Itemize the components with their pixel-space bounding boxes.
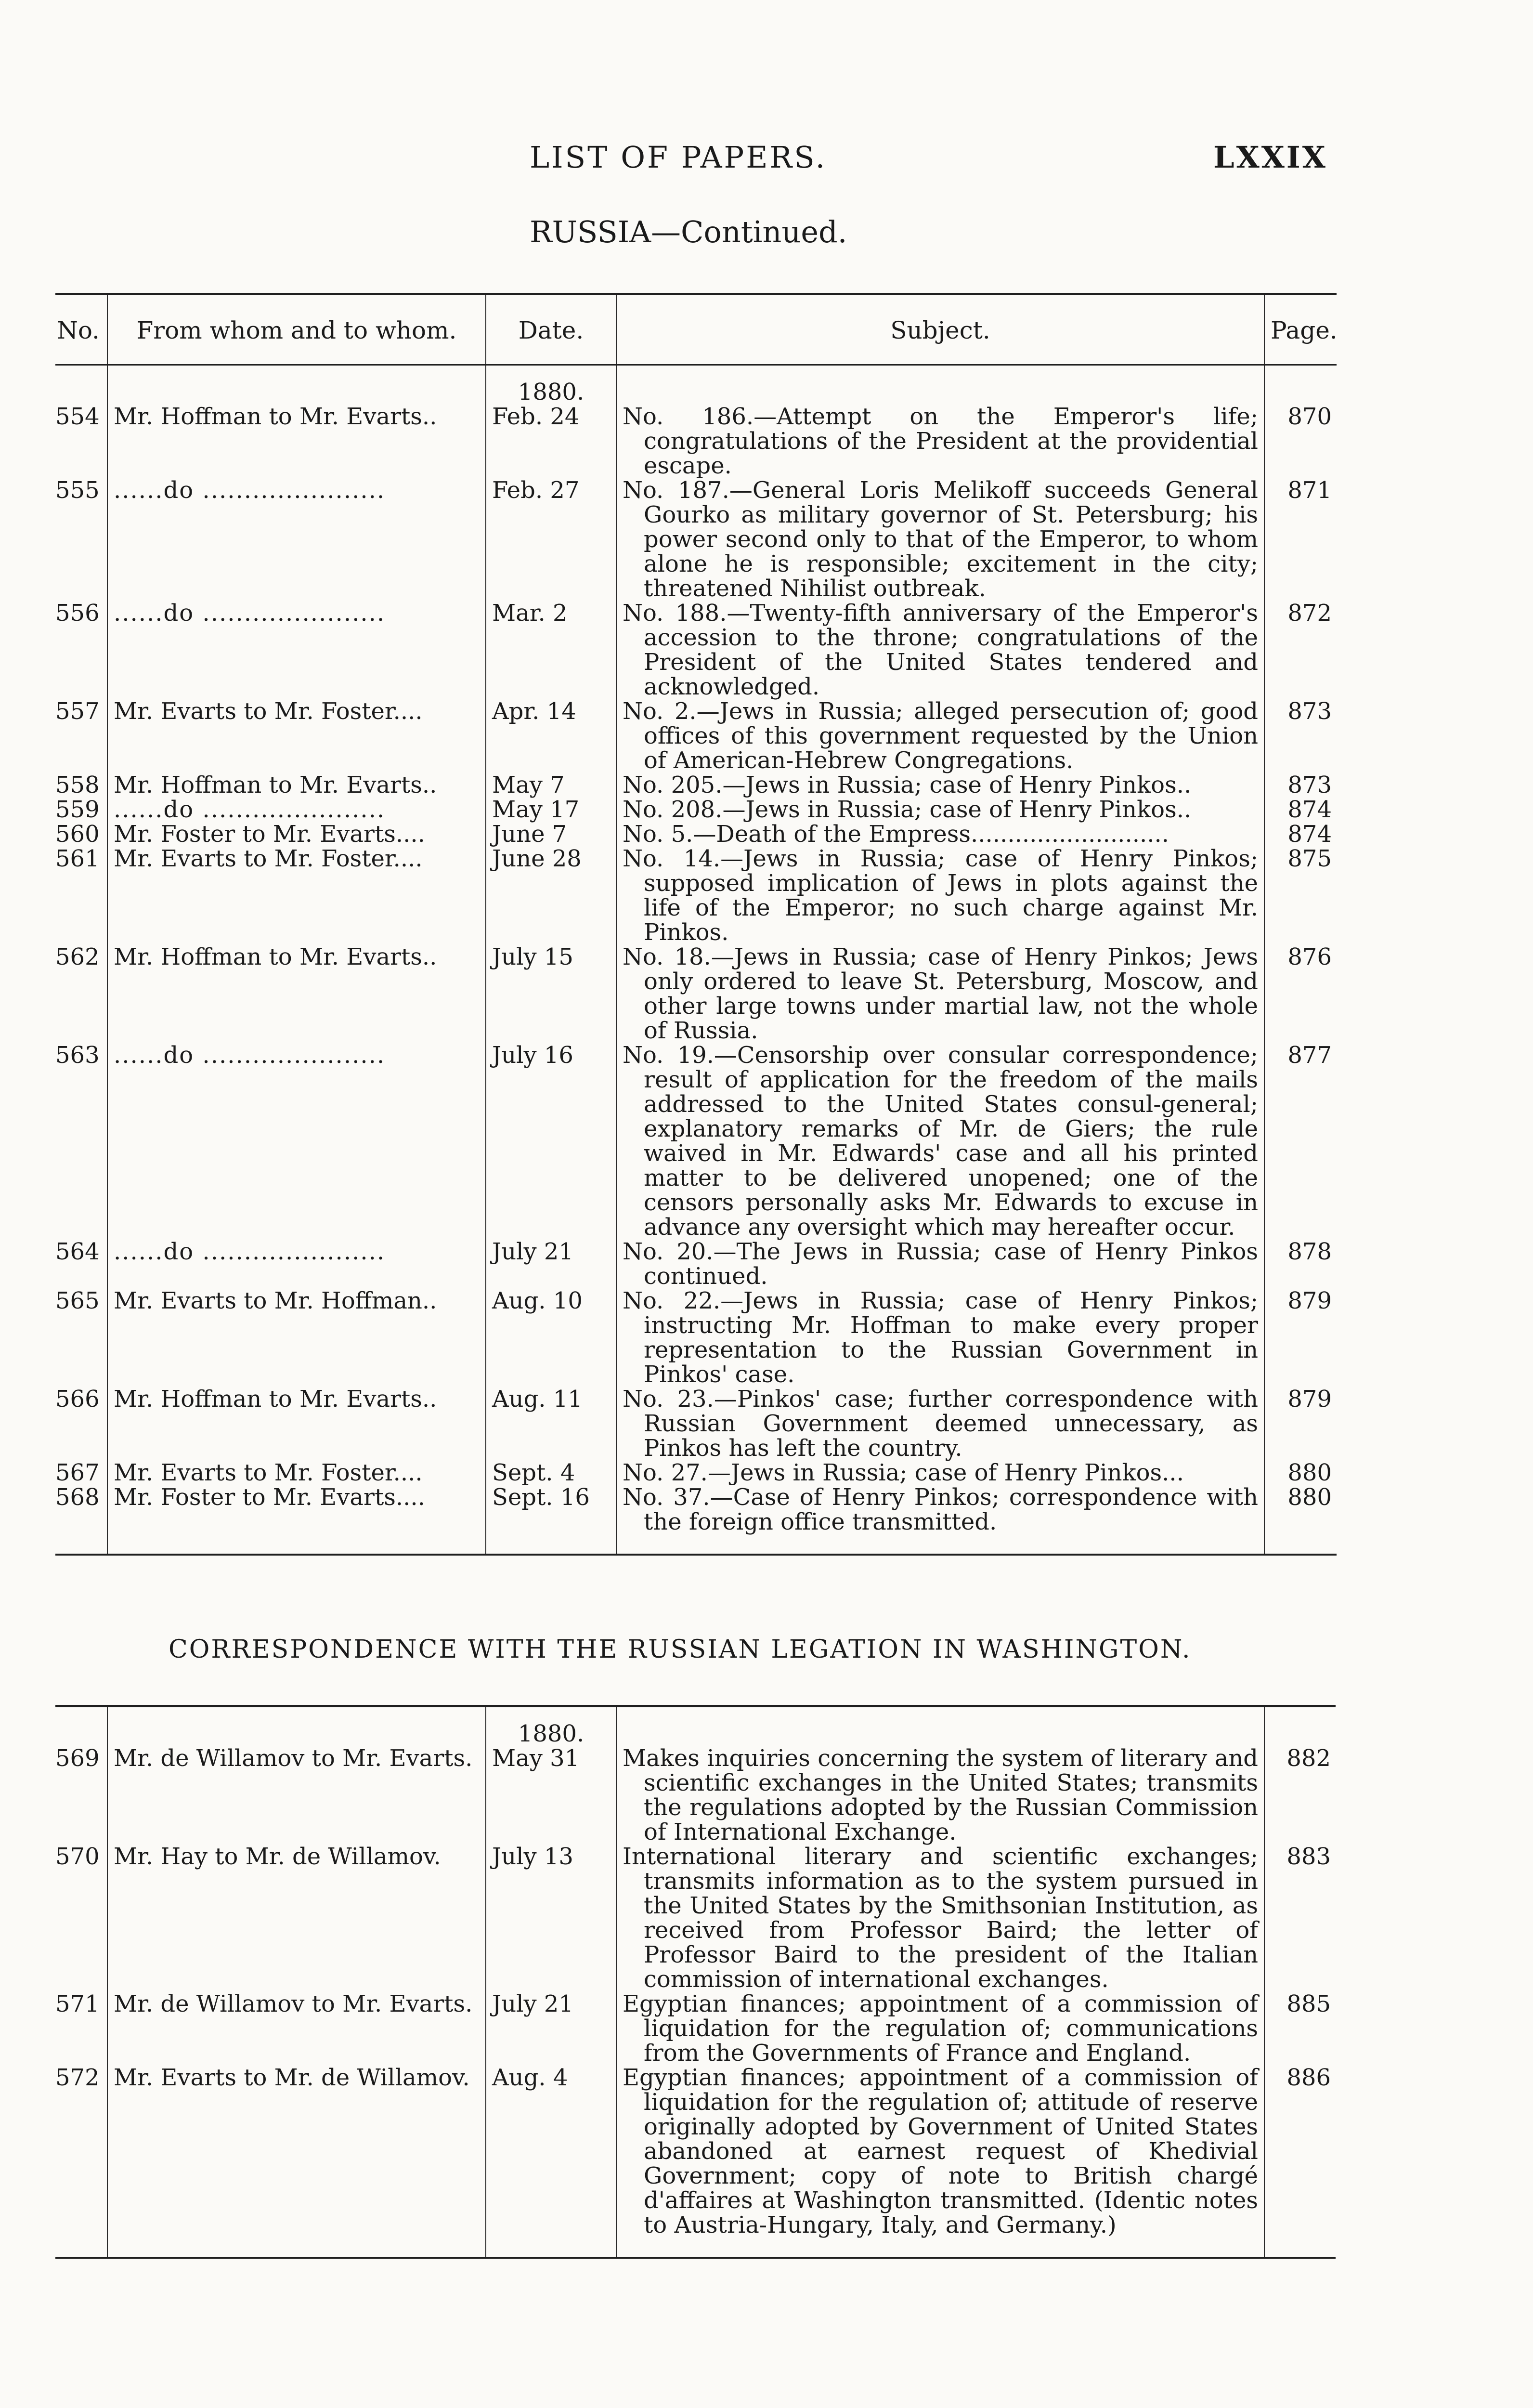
entry-page: 871 bbox=[1287, 477, 1332, 504]
entry-subject: No. 188.—Twenty-fifth anniversary of the Emperor's accession to the throne; congratulations of the President of the United States tendered and acknowledged. bbox=[616, 601, 1264, 699]
entry-page: 876 bbox=[1287, 943, 1332, 970]
table-row bbox=[55, 822, 1337, 847]
table-bottom-spacer bbox=[55, 1534, 1337, 1555]
entry-subject: Makes inquiries concerning the system of literary and scientific exchanges in the United States; transmits the regulations adopted by the Russian Commission of International Exchange. bbox=[616, 1746, 1264, 1845]
entry-page: 880 bbox=[1287, 1459, 1332, 1486]
table-row bbox=[55, 847, 1337, 945]
entry-date: Feb. 27 bbox=[486, 478, 616, 601]
entry-page: 880 bbox=[1287, 1484, 1332, 1511]
page-title: LIST OF PAPERS. bbox=[530, 140, 827, 175]
entry-number: 555 bbox=[55, 478, 107, 601]
entry-date: May 17 bbox=[486, 798, 616, 822]
entry-subject: No. 27.—Jews in Russia; case of Henry Pinkos... bbox=[616, 1461, 1264, 1485]
entry-subject: International literary and scientific exchanges; transmits information as to the system pursued in the United States by the Smithsonian Institution, as received from Professor Baird; the letter of Professor Baird to the president of the Italian commission of international exchanges. bbox=[616, 1845, 1264, 1992]
entry-number: 558 bbox=[55, 773, 107, 798]
correspondents: ......do ...................... bbox=[107, 478, 486, 601]
table-row bbox=[55, 773, 1337, 798]
entry-date: July 21 bbox=[486, 1992, 616, 2066]
table-row bbox=[55, 1240, 1337, 1289]
entry-number: 557 bbox=[55, 699, 107, 773]
entry-date: Feb. 24 bbox=[486, 405, 616, 478]
entry-page: 882 bbox=[1286, 1745, 1331, 1772]
entry-date: May 7 bbox=[486, 773, 616, 798]
entry-page: 886 bbox=[1286, 2064, 1331, 2091]
entry-number: 567 bbox=[55, 1461, 107, 1485]
correspondents: Mr. de Willamov to Mr. Evarts. bbox=[107, 1746, 486, 1845]
entry-page: 879 bbox=[1287, 1386, 1332, 1413]
correspondents: ......do ...................... bbox=[107, 1240, 486, 1289]
table-row bbox=[55, 699, 1337, 773]
entry-number: 569 bbox=[55, 1746, 107, 1845]
entry-subject: No. 5.—Death of the Empress........................... bbox=[616, 822, 1264, 847]
entry-number: 571 bbox=[55, 1992, 107, 2066]
entry-date: Apr. 14 bbox=[486, 699, 616, 773]
entry-date: Sept. 4 bbox=[486, 1461, 616, 1485]
table-row bbox=[55, 1845, 1336, 1992]
entry-number: 560 bbox=[55, 822, 107, 847]
table-row bbox=[55, 945, 1337, 1043]
entry-subject: No. 23.—Pinkos' case; further correspondence with Russian Government deemed unnecessary, as Pinkos has left the country. bbox=[616, 1387, 1264, 1461]
entry-number: 562 bbox=[55, 945, 107, 1043]
table-row bbox=[55, 798, 1337, 822]
papers-table-russia bbox=[55, 293, 1338, 1556]
entry-page: 873 bbox=[1287, 772, 1332, 798]
correspondents: ......do ...................... bbox=[107, 601, 486, 699]
year-row bbox=[55, 1706, 1336, 1747]
entry-date: Sept. 16 bbox=[486, 1485, 616, 1534]
entry-page: 883 bbox=[1286, 1843, 1331, 1870]
col-header-page: Page. bbox=[1264, 294, 1337, 365]
entry-date: July 15 bbox=[486, 945, 616, 1043]
entry-subject: No. 22.—Jews in Russia; case of Henry Pinkos; instructing Mr. Hoffman to make every proper representation to the Russian Government in Pinkos' case. bbox=[616, 1289, 1264, 1387]
correspondents: Mr. Evarts to Mr. Foster.... bbox=[107, 1461, 486, 1485]
correspondents: ......do ...................... bbox=[107, 1043, 486, 1240]
correspondents: Mr. Hoffman to Mr. Evarts.. bbox=[107, 945, 486, 1043]
entry-subject: No. 18.—Jews in Russia; case of Henry Pinkos; Jews only ordered to leave St. Petersburg, Moscow, and other large towns under martial law, not the whole of Russia. bbox=[616, 945, 1264, 1043]
table-row bbox=[55, 601, 1337, 699]
year-label: 1880. bbox=[486, 1706, 616, 1747]
table-row bbox=[55, 2066, 1336, 2238]
entry-number: 570 bbox=[55, 1845, 107, 1992]
table-row bbox=[55, 405, 1337, 478]
entry-date: July 16 bbox=[486, 1043, 616, 1240]
correspondents: ......do ...................... bbox=[107, 798, 486, 822]
entry-number: 565 bbox=[55, 1289, 107, 1387]
correspondents: Mr. Hoffman to Mr. Evarts.. bbox=[107, 1387, 486, 1461]
correspondents: Mr. Hoffman to Mr. Evarts.. bbox=[107, 773, 486, 798]
table-row bbox=[55, 1289, 1337, 1387]
entry-number: 563 bbox=[55, 1043, 107, 1240]
entry-number: 561 bbox=[55, 847, 107, 945]
entry-date: Aug. 10 bbox=[486, 1289, 616, 1387]
table-row bbox=[55, 478, 1337, 601]
entry-page: 885 bbox=[1286, 1990, 1331, 2017]
entry-number: 554 bbox=[55, 405, 107, 478]
col-header-date: Date. bbox=[486, 294, 616, 365]
entry-subject: No. 205.—Jews in Russia; case of Henry Pinkos.. bbox=[616, 773, 1264, 798]
col-header-from: From whom and to whom. bbox=[107, 294, 486, 365]
entry-number: 568 bbox=[55, 1485, 107, 1534]
correspondents: Mr. Foster to Mr. Evarts.... bbox=[107, 1485, 486, 1534]
col-header-subject: Subject. bbox=[616, 294, 1264, 365]
legation-section-title: CORRESPONDENCE WITH THE RUSSIAN LEGATION IN WASHINGTON. bbox=[169, 1635, 1192, 1664]
entry-date: July 13 bbox=[486, 1845, 616, 1992]
table-row bbox=[55, 1485, 1337, 1534]
entry-number: 572 bbox=[55, 2066, 107, 2238]
entry-number: 566 bbox=[55, 1387, 107, 1461]
entry-date: May 31 bbox=[486, 1746, 616, 1845]
table-row bbox=[55, 1461, 1337, 1485]
entry-page: 872 bbox=[1287, 600, 1332, 627]
entry-date: June 7 bbox=[486, 822, 616, 847]
entry-date: Aug. 4 bbox=[486, 2066, 616, 2238]
correspondents: Mr. Evarts to Mr. Foster.... bbox=[107, 699, 486, 773]
col-header-no: No. bbox=[55, 294, 107, 365]
entry-subject: No. 187.—General Loris Melikoff succeeds General Gourko as military governor of St. Petersburg; his power second only to that of the Emperor, to whom alone he is responsible; excitement in the city; threatened Nihilist outbreak. bbox=[616, 478, 1264, 601]
entry-page: 874 bbox=[1287, 821, 1332, 848]
entry-page: 878 bbox=[1287, 1238, 1332, 1265]
table-row bbox=[55, 1387, 1337, 1461]
entry-subject: No. 20.—The Jews in Russia; case of Henry Pinkos continued. bbox=[616, 1240, 1264, 1289]
entry-page: 874 bbox=[1287, 796, 1332, 823]
page-number-roman: LXXIX bbox=[1213, 140, 1327, 175]
entry-subject: No. 14.—Jews in Russia; case of Henry Pinkos; supposed implication of Jews in plots against the life of the Emperor; no such charge against Mr. Pinkos. bbox=[616, 847, 1264, 945]
entry-page: 875 bbox=[1287, 845, 1332, 872]
correspondents: Mr. Hoffman to Mr. Evarts.. bbox=[107, 405, 486, 478]
entry-subject: No. 19.—Censorship over consular correspondence; result of application for the freedom of the mails addressed to the United States consul-general; explanatory remarks of Mr. de Giers; the rule waived in Mr. Edwards' case and all his printed matter to be delivered unopened; one of the censors personally asks Mr. Edwards to excuse in advance any oversight which may hereafter occur. bbox=[616, 1043, 1264, 1240]
entry-number: 559 bbox=[55, 798, 107, 822]
entry-page: 879 bbox=[1287, 1287, 1332, 1314]
section-subtitle: RUSSIA—Continued. bbox=[530, 214, 847, 249]
entry-date: July 21 bbox=[486, 1240, 616, 1289]
table-bottom-spacer bbox=[55, 2238, 1336, 2258]
year-label: 1880. bbox=[486, 365, 616, 405]
entry-subject: No. 186.—Attempt on the Emperor's life; congratulations of the President at the providential escape. bbox=[616, 405, 1264, 478]
correspondents: Mr. Evarts to Mr. Foster.... bbox=[107, 847, 486, 945]
correspondents: Mr. Evarts to Mr. Hoffman.. bbox=[107, 1289, 486, 1387]
correspondents: Mr. de Willamov to Mr. Evarts. bbox=[107, 1992, 486, 2066]
papers-table-legation bbox=[55, 1705, 1331, 2259]
table-row bbox=[55, 1746, 1336, 1845]
entry-subject: No. 2.—Jews in Russia; alleged persecution of; good offices of this government requested by the Union of American-Hebrew Congregations. bbox=[616, 699, 1264, 773]
correspondents: Mr. Hay to Mr. de Willamov. bbox=[107, 1845, 486, 1992]
table-row bbox=[55, 1992, 1336, 2066]
entry-number: 556 bbox=[55, 601, 107, 699]
entry-page: 870 bbox=[1287, 403, 1332, 430]
table-row bbox=[55, 1043, 1337, 1240]
entry-date: Aug. 11 bbox=[486, 1387, 616, 1461]
entry-subject: No. 208.—Jews in Russia; case of Henry Pinkos.. bbox=[616, 798, 1264, 822]
year-row bbox=[55, 365, 1337, 405]
entry-subject: No. 37.—Case of Henry Pinkos; correspondence with the foreign office transmitted. bbox=[616, 1485, 1264, 1534]
entry-subject: Egyptian finances; appointment of a commission of liquidation for the regulation of; communications from the Governments of France and England. bbox=[616, 1992, 1264, 2066]
entry-number: 564 bbox=[55, 1240, 107, 1289]
entry-subject: Egyptian finances; appointment of a commission of liquidation for the regulation of; attitude of reserve originally adopted by Government of United States abandoned at earnest request of Khedivial Government; copy of note to British chargé d'affaires at Washington transmitted. (Identic notes to Austria-Hungary, Italy, and Germany.) bbox=[616, 2066, 1264, 2238]
entry-page: 873 bbox=[1287, 698, 1332, 725]
entry-page: 877 bbox=[1287, 1042, 1332, 1069]
correspondents: Mr. Foster to Mr. Evarts.... bbox=[107, 822, 486, 847]
correspondents: Mr. Evarts to Mr. de Willamov. bbox=[107, 2066, 486, 2238]
entry-date: Mar. 2 bbox=[486, 601, 616, 699]
entry-date: June 28 bbox=[486, 847, 616, 945]
